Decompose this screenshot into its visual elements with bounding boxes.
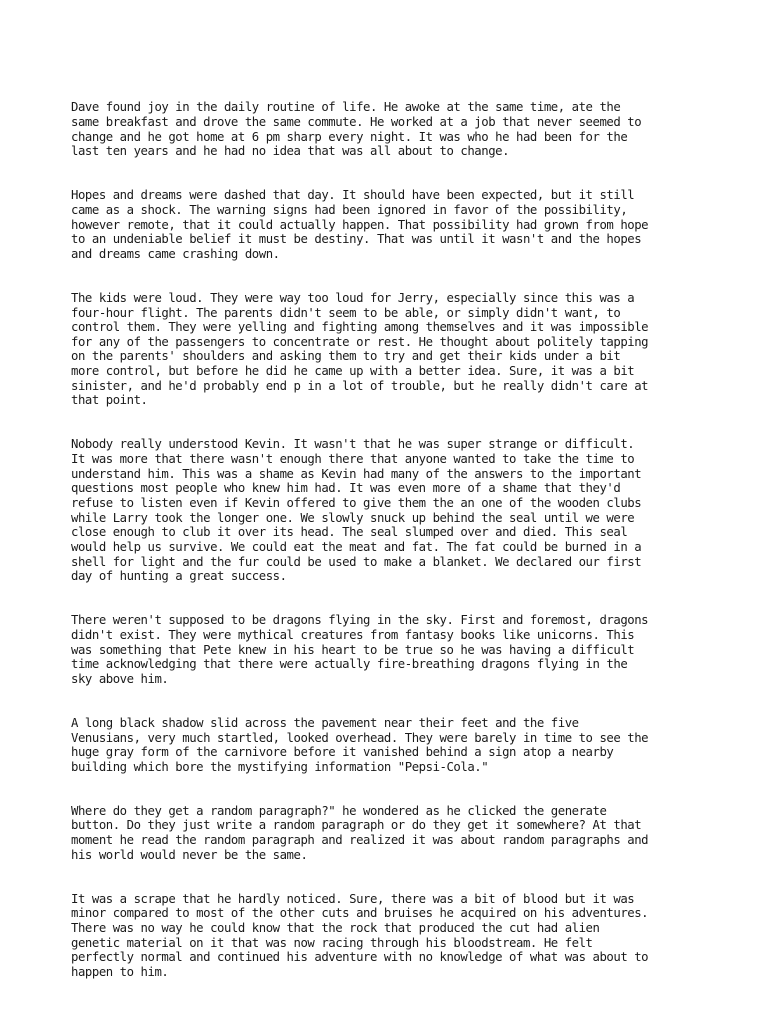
document-body xyxy=(71,71,711,1009)
paragraph-4: Nobody really understood Kevin. It wasn't that he was super strange or difficult. It was more that there wasn't enough there that anyone wanted to take the time to understand him. This was a shame as Kevin had many of the answers to the important questions most people who knew him had. It was even more of a shame that they'd refuse to listen even if Kevin offered to give them the an one of the wooden clubs while Larry took the longer one. We slowly snuck up behind the seal until we were close enough to club it over its head. The seal slumped over and died. This seal would help us survive. We could eat the meat and fat. The fat could be burned in a shell for light and the fur could be used to make a blanket. We declared our first day of hunting a great success. xyxy=(71,437,642,584)
paragraph-3: The kids were loud. They were way too loud for Jerry, especially since this was a four-hour flight. The parents didn't seem to be able, or simply didn't want, to control them. They were yelling and fighting among themselves and it was impossible for any of the passengers to concentrate or rest. He thought about politely tapping on the parents' shoulders and asking them to try and get their kids under a bit more control, but before he did he came up with a better idea. Sure, it was a bit sinister, and he'd probably end p in a lot of trouble, but he really didn't care at that point. xyxy=(71,290,649,408)
paragraph-5: There weren't supposed to be dragons flying in the sky. First and foremost, dragons didn't exist. They were mythical creatures from fantasy books like unicorns. This was something that Pete knew in his heart to be true so he was having a difficult time acknowledging that there were actually fire-breathing dragons flying in the sky above him. xyxy=(71,613,649,686)
paragraph-1: Dave found joy in the daily routine of life. He awoke at the same time, ate the same breakfast and drove the same commute. He worked at a job that never seemed to change and he got home at 6 pm sharp every night. It was who he had been for the last ten years and he had no idea that was all about to change. xyxy=(71,100,642,159)
paragraph-7: Where do they get a random paragraph?" he wondered as he clicked the generate button. Do they just write a random paragraph or do they get it somewhere? At that moment he read the random paragraph and realized it was about random paragraphs and his world would never be the same. xyxy=(71,803,649,862)
paragraph-8: It was a scrape that he hardly noticed. Sure, there was a bit of blood but it was minor compared to most of the other cuts and bruises he acquired on his adventures. There was no way he could know that the rock that produced the cut had alien genetic material on it that was now racing through his bloodstream. He felt perfectly normal and continued his adventure with no knowledge of what was about to happen to him. xyxy=(71,891,649,980)
paragraph-2: Hopes and dreams were dashed that day. It should have been expected, but it still came as a shock. The warning signs had been ignored in favor of the possibility, however remote, that it could actually happen. That possibility had grown from hope to an undeniable belief it must be destiny. That was until it wasn't and the hopes and dreams came crashing down. xyxy=(71,188,649,261)
paragraph-6: A long black shadow slid across the pavement near their feet and the five Venusians, very much startled, looked overhead. They were barely in time to see the huge gray form of the carnivore before it vanished behind a sign atop a nearby building which bore the mystifying information "Pepsi-Cola." xyxy=(71,715,649,774)
